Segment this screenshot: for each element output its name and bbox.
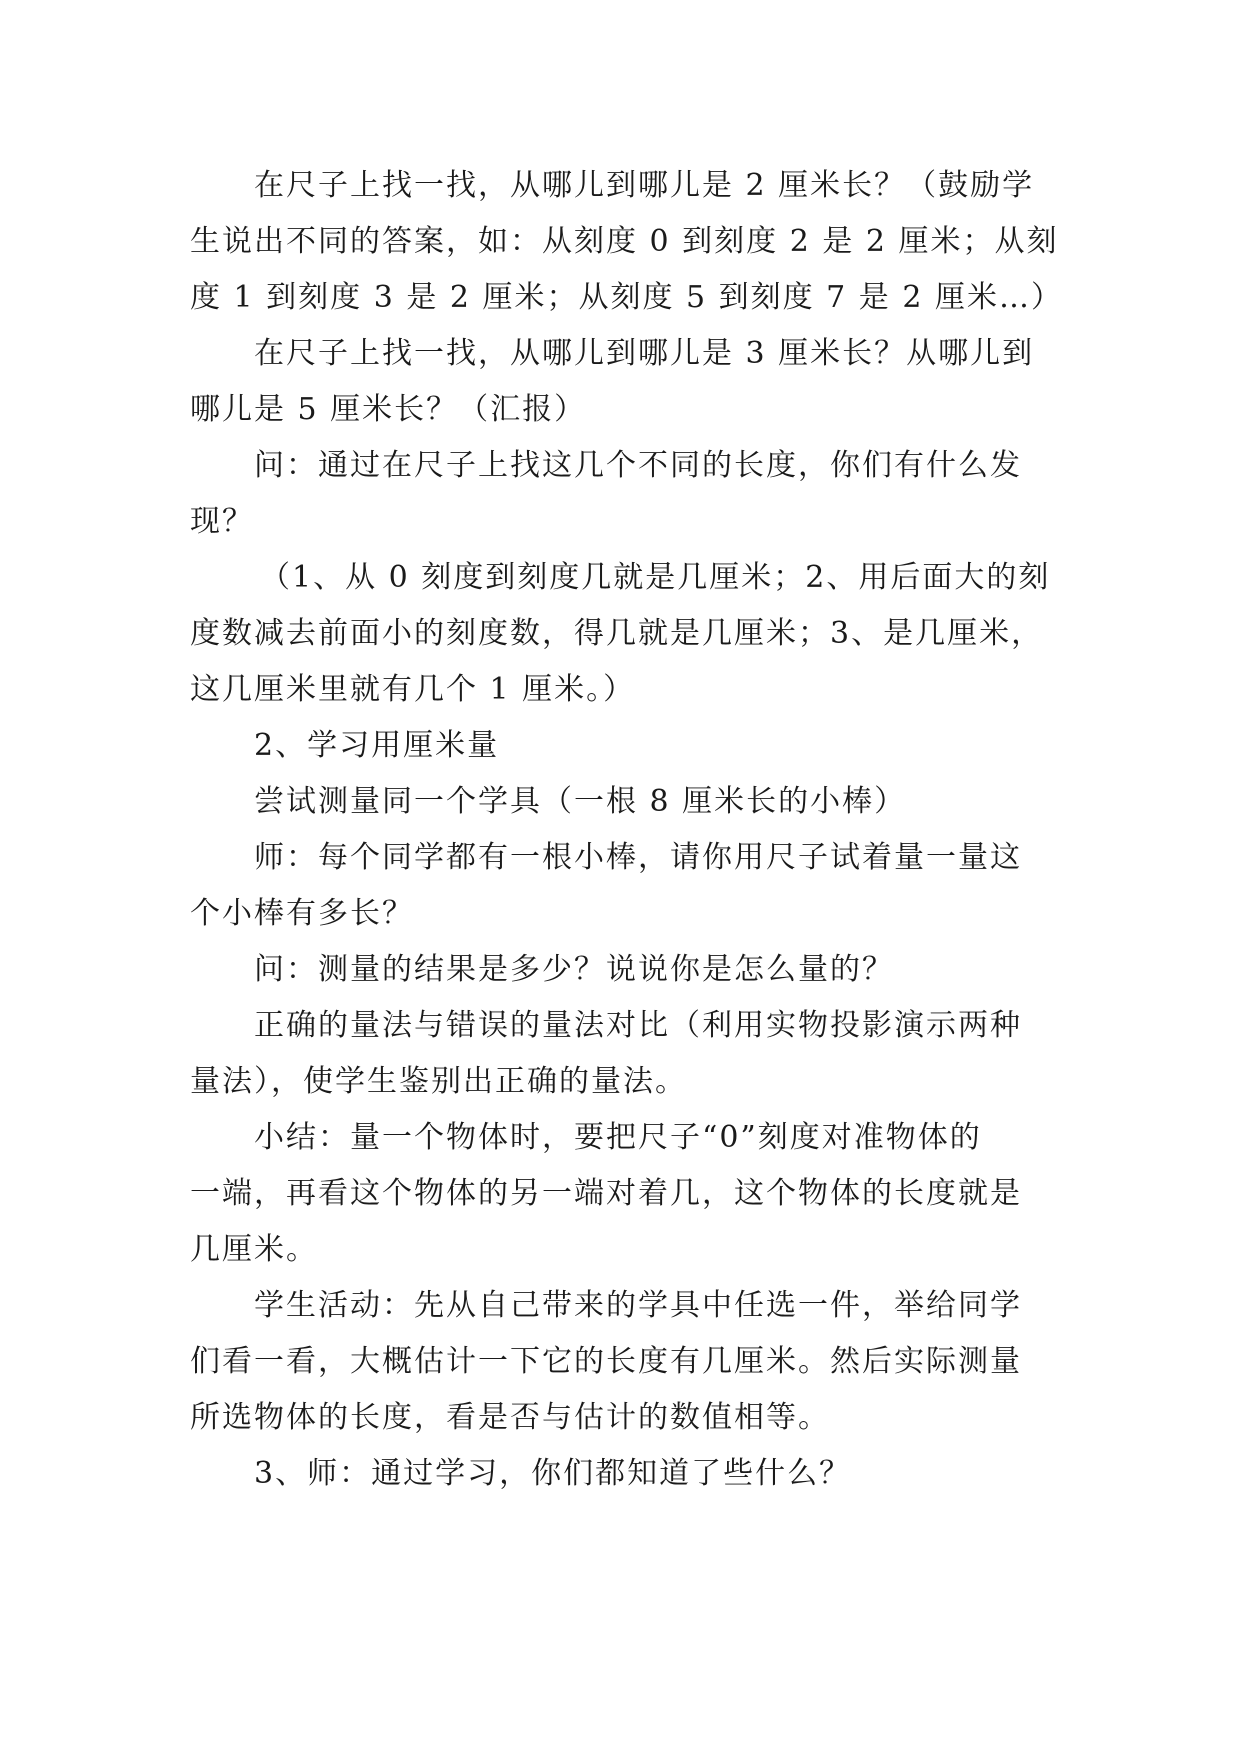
section-heading-3 — [190, 1446, 1052, 1502]
text-line: 学生活动：先从自己带来的学具中任选一件，举给同学 — [254, 1288, 1022, 1323]
text-line: 个小棒有多长？ — [190, 896, 414, 931]
paragraph-find-3cm-5cm — [190, 326, 1052, 438]
text-line: 现？ — [190, 504, 254, 539]
text-line: 在尺子上找一找，从哪儿到哪儿是 3 厘米长？从哪儿到 — [254, 336, 1035, 371]
text-line: 在尺子上找一找，从哪儿到哪儿是 2 厘米长？（鼓励学 — [254, 168, 1035, 203]
paragraph-find-2cm — [190, 158, 1063, 326]
text-line: 哪儿是 5 厘米长？（汇报） — [190, 392, 587, 427]
paragraph-question-discovery — [190, 438, 1052, 550]
paragraph-question-result — [190, 942, 1052, 998]
text-line: 问：通过在尺子上找这几个不同的长度，你们有什么发 — [254, 448, 1022, 483]
text-line: 生说出不同的答案，如：从刻度 0 到刻度 2 是 2 厘米；从刻 — [190, 224, 1059, 259]
text-line: 度 1 到刻度 3 是 2 厘米；从刻度 5 到刻度 7 是 2 厘米…） — [190, 280, 1063, 315]
text-line: 这几厘米里就有几个 1 厘米。） — [190, 672, 636, 707]
text-line: 2、学习用厘米量 — [254, 728, 500, 763]
paragraph-teacher-stick — [190, 830, 1052, 942]
text-line: 师：每个同学都有一根小棒，请你用尺子试着量一量这 — [254, 840, 1022, 875]
text-line: 所选物体的长度，看是否与估计的数值相等。 — [190, 1400, 830, 1435]
text-line: 一端，再看这个物体的另一端对着几，这个物体的长度就是 — [190, 1176, 1022, 1211]
text-line: 量法），使学生鉴别出正确的量法。 — [190, 1064, 687, 1099]
paragraph-summary — [190, 1110, 1052, 1278]
text-line: 问：测量的结果是多少？说说你是怎么量的？ — [254, 952, 894, 987]
text-line: 小结：量一个物体时，要把尺子“0”刻度对准物体的 — [254, 1120, 982, 1155]
text-line: （1、从 0 刻度到刻度几就是几厘米；2、用后面大的刻 — [260, 560, 1051, 595]
text-line: 正确的量法与错误的量法对比（利用实物投影演示两种 — [254, 1008, 1022, 1043]
paragraph-try-measure — [190, 774, 1052, 830]
text-line: 尝试测量同一个学具（一根 8 厘米长的小棒） — [254, 784, 907, 819]
text-line: 3、师：通过学习，你们都知道了些什么？ — [254, 1456, 852, 1491]
document-body — [190, 158, 1063, 1502]
text-line: 度数减去前面小的刻度数，得几就是几厘米；3、是几厘米， — [190, 616, 1044, 651]
paragraph-student-activity — [190, 1278, 1052, 1446]
text-line: 几厘米。 — [190, 1232, 318, 1267]
paragraph-compare-methods — [190, 998, 1052, 1110]
paragraph-answers — [190, 550, 1052, 718]
text-line: 们看一看，大概估计一下它的长度有几厘米。然后实际测量 — [190, 1344, 1022, 1379]
section-heading-2 — [190, 718, 1052, 774]
